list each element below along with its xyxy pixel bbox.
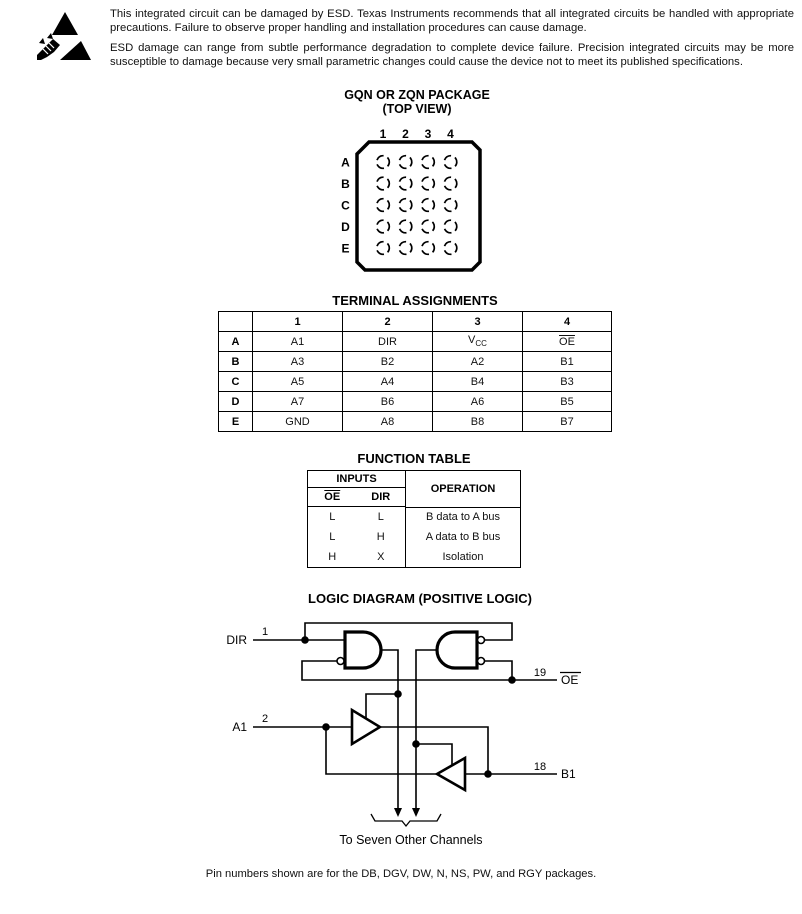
solder-ball <box>442 153 460 171</box>
terminal-table-row-label: A <box>219 332 253 352</box>
package-title: GQN OR ZQN PACKAGE <box>344 88 490 102</box>
package-column-label: 4 <box>447 127 454 141</box>
oe-pin-number: 19 <box>533 667 547 679</box>
package-column-label: 1 <box>379 127 387 141</box>
package-subtitle: (TOP VIEW) <box>382 102 452 116</box>
terminal-table-cell: A8 <box>343 412 433 432</box>
solder-ball <box>419 239 437 257</box>
package-row-label: C <box>341 198 350 213</box>
solder-ball <box>374 196 392 214</box>
package-row-label: E <box>341 241 350 256</box>
esd-icon-apex-triangle <box>52 12 78 35</box>
and-gate-right <box>437 632 477 668</box>
bubble-right-gate-bottom <box>478 658 485 665</box>
esd-warning-icon <box>36 11 94 69</box>
function-table-inputs-row <box>308 507 405 527</box>
esd-notice-paragraph-1: This integrated circuit can be damaged by ESD. Texas Instruments recommends that all integrated circuits be handled with appropriate precautions. Failure to observe proper handling and installation procedures can cause damage. <box>110 8 794 34</box>
terminal-table-cell: B5 <box>523 392 612 412</box>
function-table-inputs-section <box>308 471 406 567</box>
terminal-table-cell: B2 <box>343 352 433 372</box>
logic-diagram <box>150 612 630 862</box>
function-table-operation-section <box>406 471 520 567</box>
operation-value: Isolation <box>442 551 484 564</box>
a1-pin-number: 2 <box>261 713 269 725</box>
solder-ball <box>419 153 437 171</box>
and-gate-left <box>345 632 381 668</box>
right-gate-output-wire <box>416 650 437 808</box>
terminal-table-column-header: 4 <box>523 312 612 332</box>
input-state-value: H <box>328 551 337 563</box>
terminal-table-cell: $\overline{OE}$ <box>523 332 612 352</box>
solder-ball <box>397 175 415 193</box>
terminal-table-cell: B3 <box>523 372 612 392</box>
solder-ball <box>397 153 415 171</box>
solder-ball <box>442 218 460 236</box>
input-state-value: L <box>329 531 336 543</box>
terminal-table-row <box>219 392 612 412</box>
solder-ball <box>374 239 392 257</box>
terminal-table-cell: A2 <box>433 352 523 372</box>
buffer-a-enable-wire <box>366 694 398 719</box>
terminal-table-cell: B8 <box>433 412 523 432</box>
package-column-label: 3 <box>424 127 432 141</box>
underbrace <box>371 814 441 826</box>
bubble-left-gate <box>337 658 344 665</box>
terminal-table-row <box>219 352 612 372</box>
oe-label: OE <box>561 673 579 687</box>
logic-diagram-title: LOGIC DIAGRAM (POSITIVE LOGIC) <box>308 591 532 606</box>
package-solder-balls <box>374 153 459 257</box>
terminal-table-column-header: 2 <box>343 312 433 332</box>
inputs-body <box>308 507 405 567</box>
terminal-table-row-label: C <box>219 372 253 392</box>
bubble-right-gate-top <box>478 637 485 644</box>
inputs-subheader-row <box>308 488 405 507</box>
solder-ball <box>397 196 415 214</box>
terminal-table-row-label: D <box>219 392 253 412</box>
package-outline <box>357 142 480 270</box>
package-column-label: 2 <box>402 127 409 141</box>
function-table-inputs-row <box>308 547 405 567</box>
operation-value: A data to B bus <box>425 531 501 544</box>
esd-icon-finger-spike <box>39 38 45 44</box>
terminal-table-cell: A6 <box>433 392 523 412</box>
terminal-table-row <box>219 372 612 392</box>
diagram-caption: To Seven Other Channels <box>339 833 483 847</box>
esd-notice-paragraph-2: ESD damage can range from subtle performance degradation to complete device failure. Precision integrated circuits may be more susceptible to damage because very small parametric changes could cause the device not to meet its published specifications. <box>110 42 794 68</box>
dir-column-header: DIR <box>371 491 391 503</box>
solder-ball <box>397 218 415 236</box>
dir-pin-number: 1 <box>261 626 269 638</box>
terminal-table-column-header: 3 <box>433 312 523 332</box>
function-table <box>307 470 521 568</box>
solder-ball <box>442 196 460 214</box>
esd-icon-finger-spike <box>47 33 53 39</box>
buffer-b-enable-wire <box>416 744 452 766</box>
dir-label: DIR <box>226 633 247 647</box>
function-table-title: FUNCTION TABLE <box>357 451 471 466</box>
junction-dots <box>301 636 516 778</box>
solder-ball <box>374 175 392 193</box>
terminal-table-row-label: E <box>219 412 253 432</box>
terminal-table-row <box>219 412 612 432</box>
input-state-value: L <box>329 511 336 523</box>
buffers <box>352 710 465 790</box>
package-row-label: A <box>341 155 350 170</box>
inputs-header: INPUTS <box>308 471 405 488</box>
terminal-table-corner-cell <box>219 312 253 332</box>
terminal-assignments-title: TERMINAL ASSIGNMENTS <box>332 293 498 308</box>
input-state-value: H <box>376 531 385 543</box>
inverter-bubbles <box>337 637 485 665</box>
b1-pin-number: 18 <box>533 761 547 773</box>
solder-ball <box>419 175 437 193</box>
terminal-table-cell: B7 <box>523 412 612 432</box>
terminal-table-cell: A3 <box>253 352 343 372</box>
terminal-table-cell: $V_{CC}$ <box>433 332 523 352</box>
operation-body <box>406 508 520 568</box>
terminal-table-cell: B4 <box>433 372 523 392</box>
terminal-table-cell: A7 <box>253 392 343 412</box>
terminal-table-column-header: 1 <box>253 312 343 332</box>
buffer-b-output-wire <box>326 727 437 774</box>
terminal-table-header-row <box>219 312 612 332</box>
solder-ball <box>419 218 437 236</box>
package-column-labels <box>380 127 455 141</box>
solder-ball <box>419 196 437 214</box>
package-row-label: D <box>341 220 350 234</box>
solder-ball <box>374 218 392 236</box>
wires <box>253 623 557 808</box>
terminal-table-cell: A1 <box>253 332 343 352</box>
terminal-table-cell: A5 <box>253 372 343 392</box>
footer-note: Pin numbers shown are for the DB, DGV, DW, N, NS, PW, and RGY packages. <box>205 868 597 880</box>
terminal-table-cell: DIR <box>343 332 433 352</box>
esd-icon-base-triangle <box>60 41 91 60</box>
oe-column-header: $\overline{OE}$ <box>324 491 341 503</box>
terminal-table-row <box>219 332 612 352</box>
buffer-b-to-a <box>437 758 465 790</box>
terminal-table-cell: B1 <box>523 352 612 372</box>
package-row-label: B <box>341 177 350 191</box>
solder-ball <box>374 153 392 171</box>
solder-ball <box>397 239 415 257</box>
operation-value: B data to A bus <box>425 511 500 524</box>
package-row-labels <box>341 156 350 256</box>
terminal-assignments-table <box>218 311 612 432</box>
operation-header: OPERATION <box>406 471 520 508</box>
input-state-value: L <box>377 511 384 523</box>
solder-ball <box>442 239 460 257</box>
input-state-value: X <box>377 551 385 563</box>
down-arrows <box>394 808 420 817</box>
buffer-a-output-wire <box>380 727 488 774</box>
terminal-table-row-label: B <box>219 352 253 372</box>
solder-ball <box>442 175 460 193</box>
terminal-table-cell: A4 <box>343 372 433 392</box>
gates <box>345 632 477 668</box>
function-table-inputs-row <box>308 527 405 547</box>
a1-label: A1 <box>232 720 247 734</box>
package-top-view-diagram <box>330 124 500 274</box>
terminal-table-cell: GND <box>253 412 343 432</box>
terminal-table-cell: B6 <box>343 392 433 412</box>
b1-label: B1 <box>561 767 576 781</box>
left-gate-output-wire <box>381 650 398 808</box>
right-gate-lower-input-wire <box>485 661 512 680</box>
